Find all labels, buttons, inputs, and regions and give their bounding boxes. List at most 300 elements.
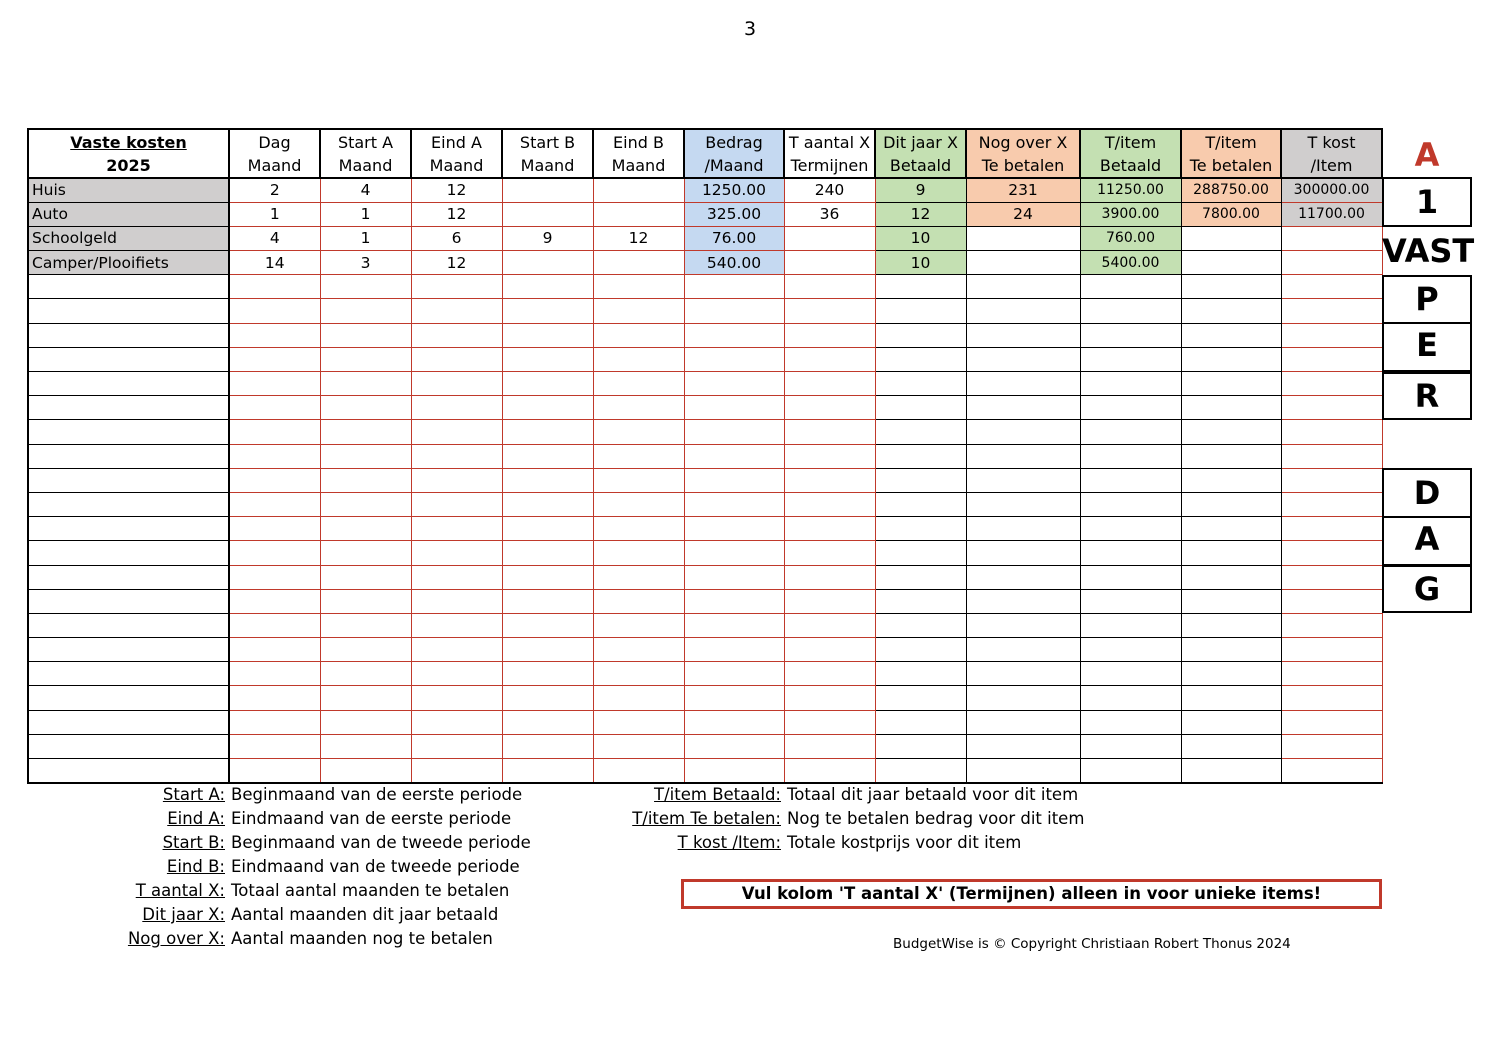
table-cell[interactable] xyxy=(684,347,784,371)
table-cell[interactable] xyxy=(1080,589,1181,613)
row-name-cell[interactable] xyxy=(28,275,229,299)
table-cell[interactable] xyxy=(1281,396,1382,420)
table-cell[interactable] xyxy=(784,686,875,710)
table-cell[interactable] xyxy=(593,589,684,613)
table-cell[interactable] xyxy=(1281,759,1382,783)
table-cell[interactable] xyxy=(320,565,411,589)
table-cell[interactable] xyxy=(1281,347,1382,371)
table-cell[interactable] xyxy=(875,323,966,347)
table-cell[interactable] xyxy=(320,710,411,734)
table-cell[interactable] xyxy=(229,565,320,589)
table-cell[interactable] xyxy=(684,541,784,565)
table-cell[interactable] xyxy=(1080,686,1181,710)
table-cell[interactable] xyxy=(1281,299,1382,323)
table-cell[interactable] xyxy=(229,420,320,444)
table-cell[interactable] xyxy=(593,251,684,275)
table-cell[interactable] xyxy=(320,299,411,323)
table-cell[interactable] xyxy=(966,734,1080,758)
table-cell[interactable] xyxy=(966,759,1080,783)
table-cell[interactable] xyxy=(1281,686,1382,710)
table-cell[interactable] xyxy=(502,444,593,468)
table-cell[interactable] xyxy=(229,734,320,758)
table-cell[interactable] xyxy=(320,275,411,299)
table-cell[interactable]: 4 xyxy=(229,226,320,250)
table-cell[interactable] xyxy=(502,251,593,275)
table-cell[interactable] xyxy=(966,251,1080,275)
table-cell[interactable] xyxy=(502,638,593,662)
table-cell[interactable] xyxy=(684,565,784,589)
table-cell[interactable] xyxy=(784,662,875,686)
table-cell[interactable] xyxy=(502,613,593,637)
row-name-cell[interactable]: Auto xyxy=(28,202,229,226)
table-cell[interactable] xyxy=(320,347,411,371)
table-cell[interactable]: 1250.00 xyxy=(684,178,784,202)
table-cell[interactable] xyxy=(684,710,784,734)
table-cell[interactable]: 1 xyxy=(320,202,411,226)
table-cell[interactable] xyxy=(784,565,875,589)
table-cell[interactable] xyxy=(320,517,411,541)
table-cell[interactable] xyxy=(593,372,684,396)
table-cell[interactable] xyxy=(411,613,502,637)
table-cell[interactable]: 3 xyxy=(320,251,411,275)
table-cell[interactable] xyxy=(966,541,1080,565)
table-cell[interactable]: 10 xyxy=(875,251,966,275)
table-cell[interactable] xyxy=(875,420,966,444)
table-cell[interactable] xyxy=(411,299,502,323)
table-cell[interactable] xyxy=(1181,710,1281,734)
table-cell[interactable] xyxy=(1080,444,1181,468)
table-cell[interactable] xyxy=(502,759,593,783)
table-cell[interactable]: 12 xyxy=(875,202,966,226)
row-name-cell[interactable] xyxy=(28,492,229,516)
table-cell[interactable] xyxy=(966,662,1080,686)
table-cell[interactable] xyxy=(684,759,784,783)
table-cell[interactable] xyxy=(684,613,784,637)
table-cell[interactable] xyxy=(593,299,684,323)
table-cell[interactable] xyxy=(229,299,320,323)
table-cell[interactable] xyxy=(966,638,1080,662)
table-cell[interactable] xyxy=(1181,299,1281,323)
row-name-cell[interactable]: Huis xyxy=(28,178,229,202)
table-cell[interactable] xyxy=(229,541,320,565)
table-cell[interactable] xyxy=(229,613,320,637)
table-cell[interactable] xyxy=(502,589,593,613)
table-cell[interactable] xyxy=(593,202,684,226)
table-cell[interactable] xyxy=(320,541,411,565)
table-cell[interactable] xyxy=(320,638,411,662)
table-cell[interactable] xyxy=(1080,541,1181,565)
table-cell[interactable] xyxy=(1181,372,1281,396)
table-cell[interactable] xyxy=(684,662,784,686)
table-cell[interactable] xyxy=(593,638,684,662)
table-cell[interactable] xyxy=(502,686,593,710)
table-cell[interactable] xyxy=(1181,347,1281,371)
table-cell[interactable] xyxy=(1080,299,1181,323)
table-cell[interactable] xyxy=(320,444,411,468)
table-cell[interactable] xyxy=(502,468,593,492)
table-cell[interactable] xyxy=(1281,444,1382,468)
table-cell[interactable] xyxy=(1281,613,1382,637)
table-cell[interactable] xyxy=(1181,396,1281,420)
table-cell[interactable] xyxy=(593,686,684,710)
table-cell[interactable] xyxy=(1181,275,1281,299)
table-cell[interactable] xyxy=(320,468,411,492)
table-cell[interactable] xyxy=(784,396,875,420)
table-cell[interactable]: 240 xyxy=(784,178,875,202)
table-cell[interactable] xyxy=(684,275,784,299)
table-cell[interactable] xyxy=(1281,734,1382,758)
table-cell[interactable] xyxy=(411,468,502,492)
table-cell[interactable] xyxy=(1181,734,1281,758)
table-cell[interactable] xyxy=(411,710,502,734)
table-cell[interactable]: 11250.00 xyxy=(1080,178,1181,202)
table-cell[interactable] xyxy=(1281,710,1382,734)
table-cell[interactable] xyxy=(1181,613,1281,637)
table-cell[interactable] xyxy=(966,396,1080,420)
table-cell[interactable] xyxy=(502,541,593,565)
table-cell[interactable] xyxy=(966,275,1080,299)
table-cell[interactable]: 9 xyxy=(502,226,593,250)
row-name-cell[interactable] xyxy=(28,565,229,589)
table-cell[interactable] xyxy=(502,517,593,541)
table-cell[interactable] xyxy=(1281,638,1382,662)
table-cell[interactable] xyxy=(502,275,593,299)
table-cell[interactable] xyxy=(875,686,966,710)
table-cell[interactable] xyxy=(1281,492,1382,516)
table-cell[interactable] xyxy=(1281,541,1382,565)
table-cell[interactable]: 2 xyxy=(229,178,320,202)
table-cell[interactable] xyxy=(411,517,502,541)
table-cell[interactable]: 12 xyxy=(593,226,684,250)
table-cell[interactable]: 76.00 xyxy=(684,226,784,250)
table-cell[interactable] xyxy=(320,759,411,783)
table-cell[interactable] xyxy=(875,589,966,613)
table-cell[interactable] xyxy=(1181,468,1281,492)
table-cell[interactable] xyxy=(320,734,411,758)
table-cell[interactable] xyxy=(875,275,966,299)
table-cell[interactable] xyxy=(1181,226,1281,250)
table-cell[interactable] xyxy=(411,347,502,371)
table-cell[interactable] xyxy=(875,613,966,637)
table-cell[interactable] xyxy=(966,299,1080,323)
table-cell[interactable] xyxy=(229,589,320,613)
table-cell[interactable] xyxy=(593,710,684,734)
table-cell[interactable] xyxy=(1281,662,1382,686)
table-cell[interactable] xyxy=(966,347,1080,371)
table-cell[interactable] xyxy=(1181,541,1281,565)
table-cell[interactable] xyxy=(875,662,966,686)
table-cell[interactable] xyxy=(784,638,875,662)
table-cell[interactable] xyxy=(1281,517,1382,541)
table-cell[interactable] xyxy=(1281,372,1382,396)
table-cell[interactable] xyxy=(784,275,875,299)
table-cell[interactable]: 10 xyxy=(875,226,966,250)
table-cell[interactable] xyxy=(1181,517,1281,541)
table-cell[interactable] xyxy=(1080,613,1181,637)
table-cell[interactable]: 24 xyxy=(966,202,1080,226)
table-cell[interactable]: 6 xyxy=(411,226,502,250)
table-cell[interactable] xyxy=(320,323,411,347)
table-cell[interactable] xyxy=(784,420,875,444)
table-cell[interactable] xyxy=(784,372,875,396)
table-cell[interactable] xyxy=(1080,347,1181,371)
table-cell[interactable] xyxy=(1181,492,1281,516)
row-name-cell[interactable] xyxy=(28,662,229,686)
table-cell[interactable] xyxy=(1181,251,1281,275)
table-cell[interactable] xyxy=(502,323,593,347)
table-cell[interactable] xyxy=(784,468,875,492)
table-cell[interactable] xyxy=(229,686,320,710)
table-cell[interactable] xyxy=(1281,275,1382,299)
table-cell[interactable]: 760.00 xyxy=(1080,226,1181,250)
table-cell[interactable] xyxy=(502,347,593,371)
table-cell[interactable]: 12 xyxy=(411,251,502,275)
table-cell[interactable] xyxy=(684,734,784,758)
row-name-cell[interactable]: Camper/Plooifiets xyxy=(28,251,229,275)
table-cell[interactable] xyxy=(1281,323,1382,347)
table-cell[interactable] xyxy=(875,396,966,420)
table-cell[interactable] xyxy=(593,517,684,541)
table-cell[interactable] xyxy=(1281,251,1382,275)
table-cell[interactable] xyxy=(875,492,966,516)
row-name-cell[interactable]: Schoolgeld xyxy=(28,226,229,250)
table-cell[interactable] xyxy=(966,517,1080,541)
row-name-cell[interactable] xyxy=(28,517,229,541)
table-cell[interactable] xyxy=(502,202,593,226)
table-cell[interactable] xyxy=(411,662,502,686)
row-name-cell[interactable] xyxy=(28,541,229,565)
table-cell[interactable]: 300000.00 xyxy=(1281,178,1382,202)
table-cell[interactable] xyxy=(229,468,320,492)
table-cell[interactable] xyxy=(966,226,1080,250)
table-cell[interactable] xyxy=(502,565,593,589)
table-cell[interactable] xyxy=(229,710,320,734)
table-cell[interactable] xyxy=(411,275,502,299)
table-cell[interactable] xyxy=(502,299,593,323)
row-name-cell[interactable] xyxy=(28,686,229,710)
table-cell[interactable] xyxy=(966,468,1080,492)
table-cell[interactable] xyxy=(593,492,684,516)
table-cell[interactable]: 11700.00 xyxy=(1281,202,1382,226)
table-cell[interactable] xyxy=(684,638,784,662)
table-cell[interactable] xyxy=(875,444,966,468)
table-cell[interactable] xyxy=(593,178,684,202)
table-cell[interactable] xyxy=(784,323,875,347)
table-cell[interactable] xyxy=(593,323,684,347)
table-cell[interactable]: 5400.00 xyxy=(1080,251,1181,275)
table-cell[interactable] xyxy=(411,638,502,662)
row-name-cell[interactable] xyxy=(28,589,229,613)
table-cell[interactable] xyxy=(1181,444,1281,468)
table-cell[interactable] xyxy=(875,759,966,783)
row-name-cell[interactable] xyxy=(28,638,229,662)
table-cell[interactable] xyxy=(502,734,593,758)
table-cell[interactable]: 7800.00 xyxy=(1181,202,1281,226)
table-cell[interactable] xyxy=(229,662,320,686)
table-cell[interactable] xyxy=(502,492,593,516)
table-cell[interactable] xyxy=(784,541,875,565)
table-cell[interactable] xyxy=(784,444,875,468)
table-cell[interactable] xyxy=(966,565,1080,589)
table-cell[interactable] xyxy=(1080,710,1181,734)
table-cell[interactable] xyxy=(1080,323,1181,347)
table-cell[interactable] xyxy=(684,372,784,396)
table-cell[interactable] xyxy=(502,178,593,202)
table-cell[interactable]: 325.00 xyxy=(684,202,784,226)
table-cell[interactable] xyxy=(1281,226,1382,250)
table-cell[interactable] xyxy=(320,613,411,637)
table-cell[interactable] xyxy=(229,759,320,783)
table-cell[interactable] xyxy=(229,517,320,541)
table-cell[interactable] xyxy=(1080,492,1181,516)
table-cell[interactable] xyxy=(684,299,784,323)
table-cell[interactable] xyxy=(966,444,1080,468)
table-cell[interactable] xyxy=(875,517,966,541)
table-cell[interactable] xyxy=(966,613,1080,637)
row-name-cell[interactable] xyxy=(28,734,229,758)
table-cell[interactable] xyxy=(1080,517,1181,541)
table-cell[interactable] xyxy=(229,372,320,396)
table-cell[interactable] xyxy=(966,372,1080,396)
table-cell[interactable] xyxy=(684,589,784,613)
table-cell[interactable] xyxy=(229,323,320,347)
table-cell[interactable] xyxy=(411,565,502,589)
table-cell[interactable] xyxy=(1080,468,1181,492)
table-cell[interactable] xyxy=(593,468,684,492)
table-cell[interactable] xyxy=(593,444,684,468)
table-cell[interactable] xyxy=(784,734,875,758)
table-cell[interactable] xyxy=(875,372,966,396)
table-cell[interactable] xyxy=(784,710,875,734)
table-cell[interactable] xyxy=(684,444,784,468)
table-cell[interactable] xyxy=(320,686,411,710)
table-cell[interactable] xyxy=(684,468,784,492)
table-cell[interactable] xyxy=(875,565,966,589)
table-cell[interactable] xyxy=(1281,565,1382,589)
table-cell[interactable] xyxy=(593,613,684,637)
row-name-cell[interactable] xyxy=(28,420,229,444)
table-cell[interactable] xyxy=(411,686,502,710)
table-cell[interactable] xyxy=(320,492,411,516)
row-name-cell[interactable] xyxy=(28,613,229,637)
row-name-cell[interactable] xyxy=(28,444,229,468)
table-cell[interactable]: 14 xyxy=(229,251,320,275)
table-cell[interactable] xyxy=(502,372,593,396)
table-cell[interactable] xyxy=(502,396,593,420)
table-cell[interactable] xyxy=(1080,420,1181,444)
table-cell[interactable] xyxy=(1181,420,1281,444)
table-cell[interactable]: 540.00 xyxy=(684,251,784,275)
table-cell[interactable] xyxy=(411,420,502,444)
table-cell[interactable] xyxy=(784,299,875,323)
table-cell[interactable] xyxy=(875,541,966,565)
table-cell[interactable] xyxy=(966,710,1080,734)
table-cell[interactable]: 231 xyxy=(966,178,1080,202)
table-cell[interactable] xyxy=(593,275,684,299)
table-cell[interactable] xyxy=(966,492,1080,516)
table-cell[interactable] xyxy=(229,638,320,662)
table-cell[interactable] xyxy=(411,734,502,758)
table-cell[interactable] xyxy=(1181,759,1281,783)
table-cell[interactable] xyxy=(411,492,502,516)
table-cell[interactable] xyxy=(320,420,411,444)
table-cell[interactable] xyxy=(684,517,784,541)
row-name-cell[interactable] xyxy=(28,468,229,492)
table-cell[interactable] xyxy=(684,323,784,347)
table-cell[interactable] xyxy=(229,396,320,420)
table-cell[interactable] xyxy=(320,396,411,420)
table-cell[interactable] xyxy=(593,347,684,371)
table-cell[interactable] xyxy=(1080,565,1181,589)
table-cell[interactable] xyxy=(593,396,684,420)
table-cell[interactable] xyxy=(320,372,411,396)
table-cell[interactable] xyxy=(411,541,502,565)
table-cell[interactable] xyxy=(684,396,784,420)
table-cell[interactable] xyxy=(684,492,784,516)
table-cell[interactable] xyxy=(593,759,684,783)
table-cell[interactable] xyxy=(411,759,502,783)
table-cell[interactable] xyxy=(1181,638,1281,662)
row-name-cell[interactable] xyxy=(28,347,229,371)
table-cell[interactable] xyxy=(1080,396,1181,420)
table-cell[interactable] xyxy=(875,734,966,758)
table-cell[interactable] xyxy=(1181,323,1281,347)
table-cell[interactable]: 12 xyxy=(411,202,502,226)
table-cell[interactable] xyxy=(1181,565,1281,589)
table-cell[interactable] xyxy=(1080,734,1181,758)
table-cell[interactable] xyxy=(411,444,502,468)
table-cell[interactable] xyxy=(1080,372,1181,396)
table-cell[interactable] xyxy=(875,710,966,734)
table-cell[interactable] xyxy=(593,420,684,444)
table-cell[interactable]: 9 xyxy=(875,178,966,202)
table-cell[interactable] xyxy=(784,226,875,250)
table-cell[interactable] xyxy=(1181,686,1281,710)
row-name-cell[interactable] xyxy=(28,323,229,347)
table-cell[interactable] xyxy=(1181,662,1281,686)
table-cell[interactable] xyxy=(411,372,502,396)
table-cell[interactable]: 12 xyxy=(411,178,502,202)
table-cell[interactable] xyxy=(1181,589,1281,613)
table-cell[interactable] xyxy=(784,759,875,783)
table-cell[interactable] xyxy=(784,251,875,275)
table-cell[interactable]: 1 xyxy=(229,202,320,226)
table-cell[interactable] xyxy=(966,589,1080,613)
table-cell[interactable] xyxy=(966,686,1080,710)
table-cell[interactable] xyxy=(411,323,502,347)
table-cell[interactable] xyxy=(320,589,411,613)
table-cell[interactable] xyxy=(875,347,966,371)
table-cell[interactable] xyxy=(593,565,684,589)
table-cell[interactable] xyxy=(502,662,593,686)
table-cell[interactable] xyxy=(1281,420,1382,444)
table-cell[interactable] xyxy=(411,396,502,420)
table-cell[interactable] xyxy=(502,710,593,734)
table-cell[interactable] xyxy=(502,420,593,444)
table-cell[interactable] xyxy=(966,323,1080,347)
table-cell[interactable] xyxy=(320,662,411,686)
table-cell[interactable] xyxy=(875,638,966,662)
row-name-cell[interactable] xyxy=(28,710,229,734)
table-cell[interactable] xyxy=(1080,662,1181,686)
row-name-cell[interactable] xyxy=(28,759,229,783)
table-cell[interactable]: 36 xyxy=(784,202,875,226)
table-cell[interactable] xyxy=(875,299,966,323)
table-cell[interactable] xyxy=(784,347,875,371)
table-cell[interactable] xyxy=(411,589,502,613)
table-cell[interactable] xyxy=(684,686,784,710)
table-cell[interactable] xyxy=(784,517,875,541)
